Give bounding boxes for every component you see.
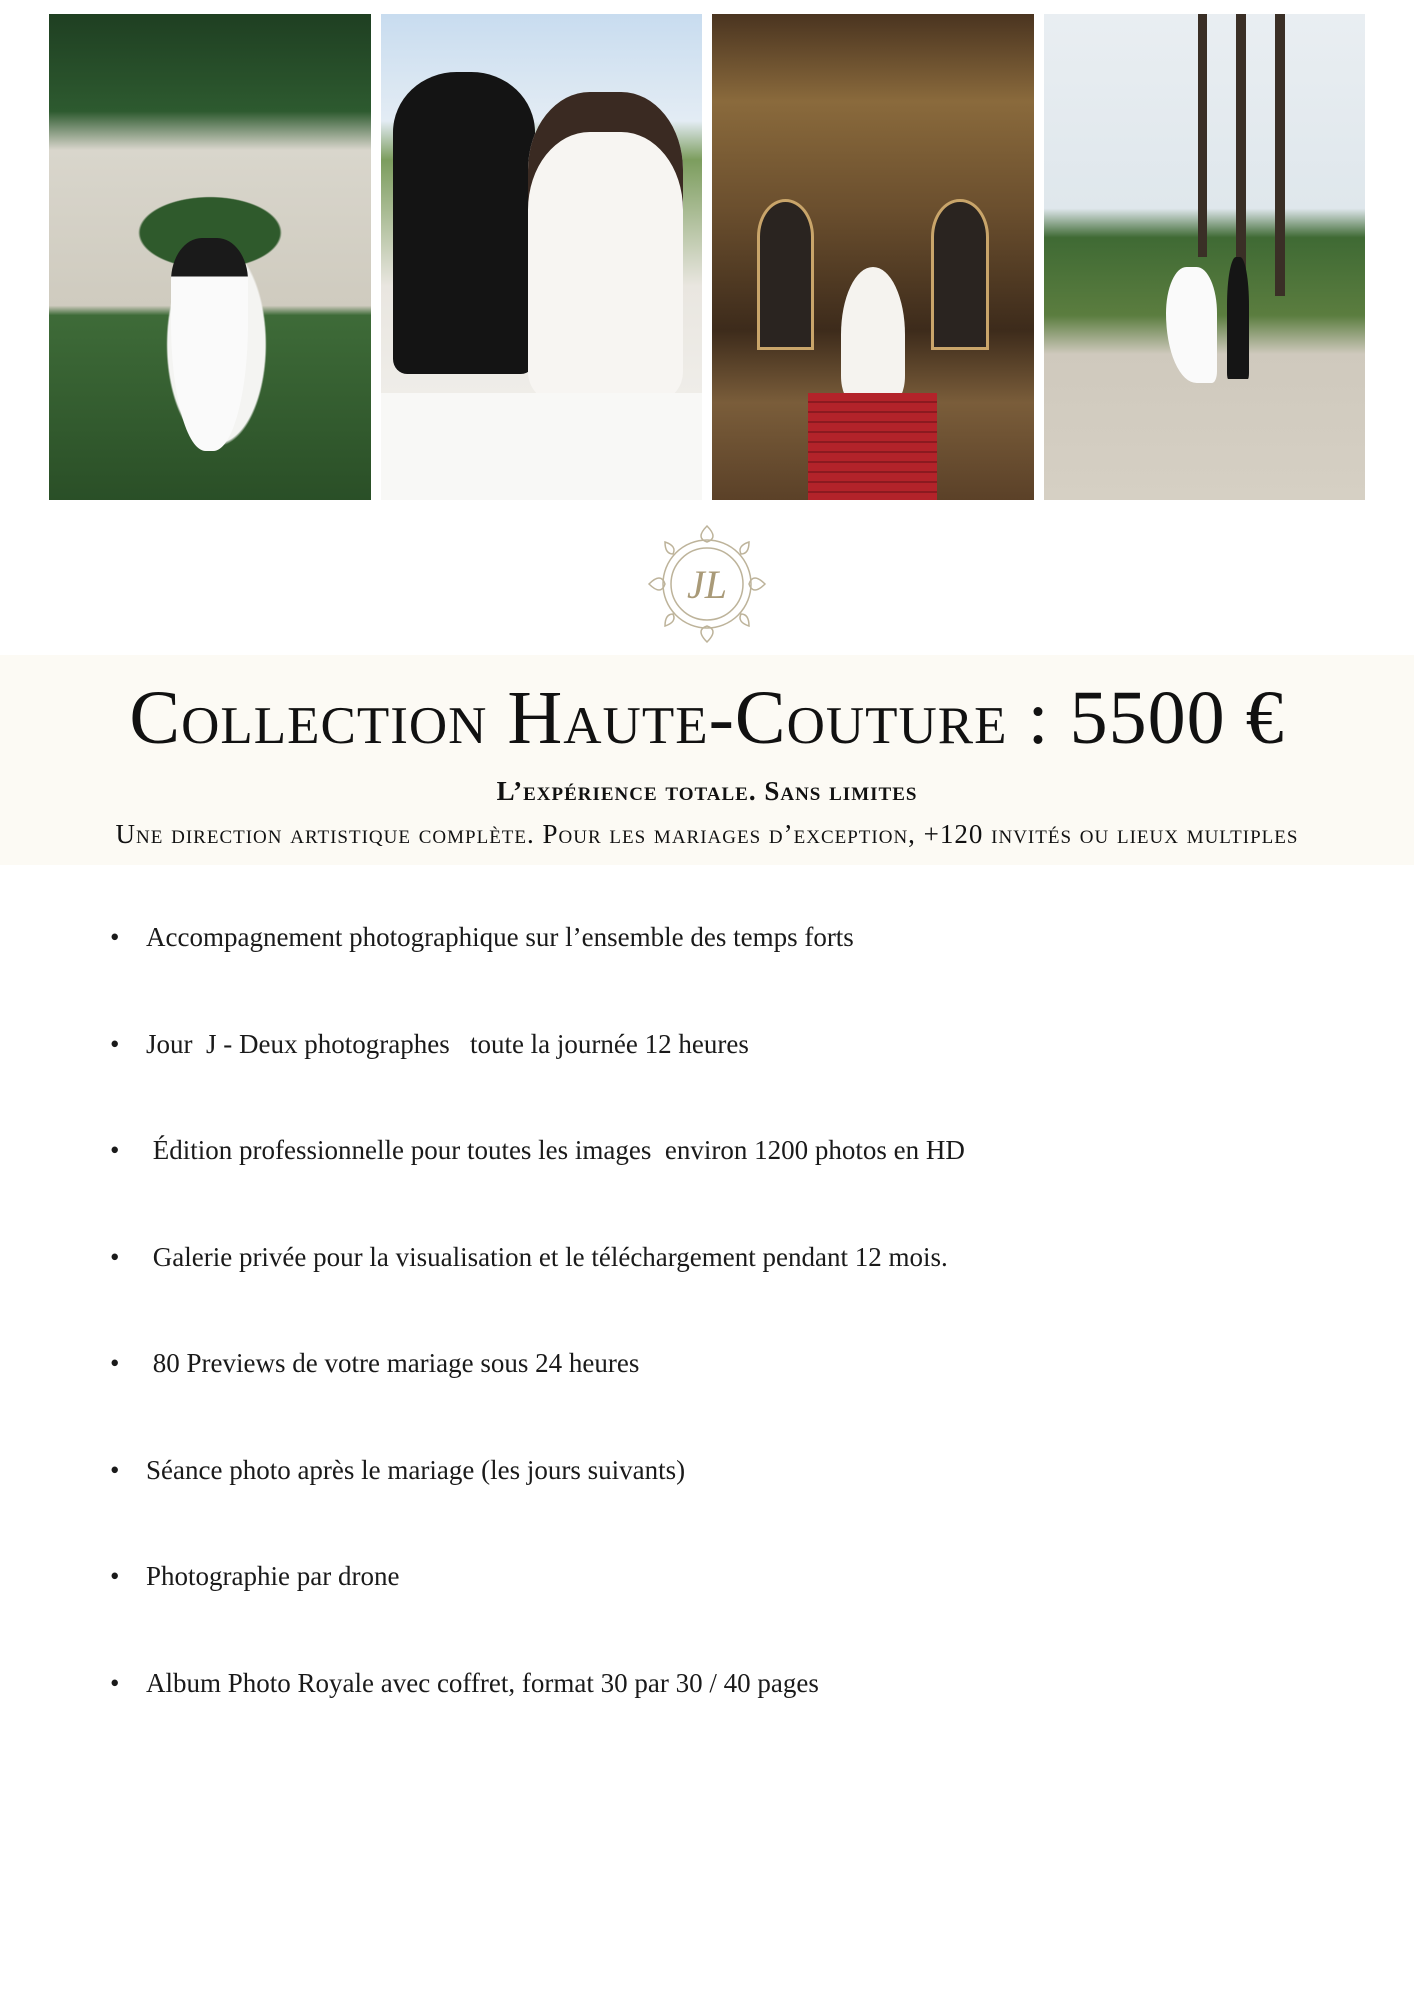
- bride-figure: [1166, 267, 1217, 384]
- photo-strip: [49, 14, 1365, 500]
- champagne-toast-photo: [381, 14, 703, 500]
- bullet-icon: •: [110, 922, 120, 952]
- bullet-icon: •: [110, 1667, 120, 1698]
- bullet-icon: •: [110, 1561, 120, 1591]
- pine-tree: [1198, 14, 1208, 257]
- bride-figure: [528, 92, 682, 403]
- arched-window: [931, 199, 988, 351]
- list-item: • Accompagnement photographique sur l’ensemble des temps forts: [110, 922, 854, 952]
- list-item: • Album Photo Royale avec coffret, format 30 par 30 / 40 pages: [110, 1667, 819, 1698]
- list-item: • Jour J - Deux photographes toute la journée 12 heures: [110, 1028, 749, 1059]
- pine-tree: [1236, 14, 1246, 296]
- list-item: • Photographie par drone: [110, 1561, 400, 1591]
- page-tagline: Une direction artistique complète. Pour les mariages d’exception, +120 invités ou lieux multiples: [115, 819, 1299, 849]
- page-title: Collection Haute-Couture : 5500 €: [129, 676, 1285, 760]
- list-item: • Édition professionnelle pour toutes les images environ 1200 photos en HD: [110, 1135, 965, 1165]
- grand-staircase-photo: [712, 14, 1034, 500]
- list-item: • Galerie privée pour la visualisation et le téléchargement pendant 12 mois.: [110, 1241, 948, 1272]
- couple-figure: [841, 267, 905, 403]
- groom-figure: [1227, 257, 1250, 379]
- bullet-icon: •: [110, 1135, 120, 1165]
- bullet-icon: •: [110, 1454, 120, 1485]
- pine-tree: [1275, 14, 1285, 296]
- champagne-table: [381, 393, 703, 500]
- list-item: • Séance photo après le mariage (les jours suivants): [110, 1454, 686, 1485]
- couple-figure: [171, 238, 248, 452]
- garden-couple-photo: [49, 14, 371, 500]
- bullet-icon: •: [110, 1241, 120, 1272]
- arched-window: [757, 199, 814, 351]
- monogram-logo: [643, 520, 771, 648]
- list-item: • 80 Previews de votre mariage sous 24 heures: [110, 1348, 640, 1378]
- monogram-letters: JL: [687, 562, 727, 607]
- bullet-icon: •: [110, 1028, 120, 1059]
- red-carpet-stairs: [808, 393, 937, 500]
- groom-figure: [393, 72, 534, 373]
- coastal-path-photo: [1044, 14, 1366, 500]
- bullet-icon: •: [110, 1348, 120, 1378]
- page-subtitle: L’expérience totale. Sans limites: [496, 776, 918, 806]
- feature-list: [110, 922, 1310, 1774]
